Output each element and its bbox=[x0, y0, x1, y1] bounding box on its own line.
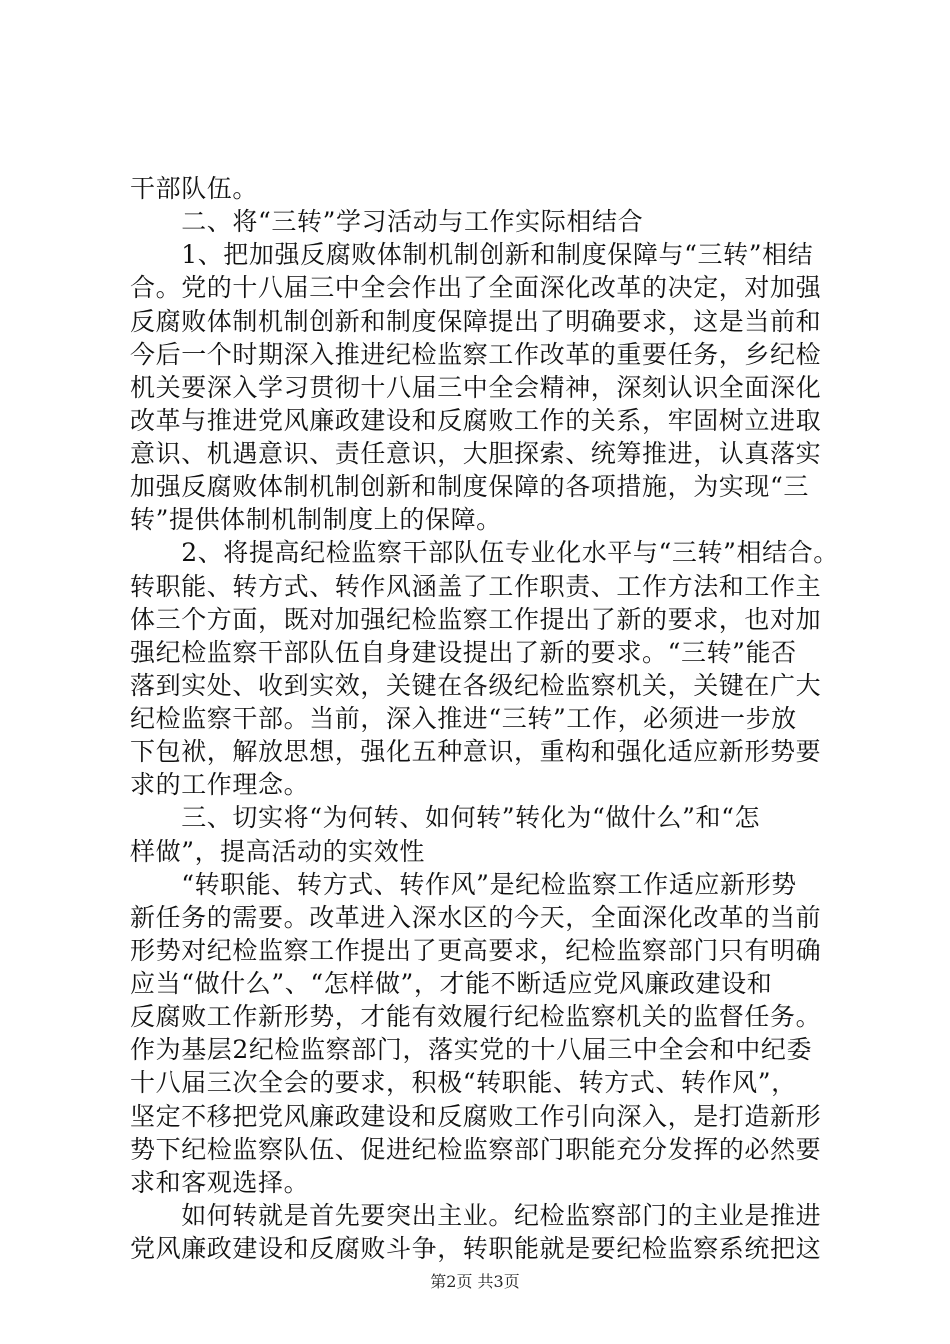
section-heading: 二、将“三转”学习活动与工作实际相结合 bbox=[130, 207, 644, 237]
text-line: 转”提供体制机制制度上的保障。 bbox=[130, 505, 502, 535]
text-line: 干部队伍。 bbox=[130, 174, 259, 203]
text-line: 机关要深入学习贯彻十八届三中全会精神，深刻认识全面深化 bbox=[130, 372, 822, 402]
section-heading: 三、切实将“为何转、如何转”转化为“做什么”和“怎 bbox=[130, 803, 761, 833]
text-line: 强纪检监察干部队伍自身建设提出了新的要求。“三转”能否 bbox=[130, 637, 797, 667]
section-heading: 样做”，提高活动的实效性 bbox=[130, 836, 425, 866]
text-line: 改革与推进党风廉政建设和反腐败工作的关系，牢固树立进取 bbox=[130, 405, 822, 435]
page-number-footer: 第2页 共3页 bbox=[430, 1272, 520, 1291]
text-line: 纪检监察干部。当前，深入推进“三转”工作，必须进一步放 bbox=[130, 704, 797, 733]
text-line: 意识、机遇意识、责任意识，大胆探索、统筹推进，认真落实 bbox=[130, 439, 822, 468]
text-line: 求和客观选择。 bbox=[130, 1167, 310, 1197]
text-line: 今后一个时期深入推进纪检监察工作改革的重要任务，乡纪检 bbox=[130, 339, 822, 369]
text-line: “转职能、转方式、转作风”是纪检监察工作适应新形势 bbox=[130, 869, 797, 899]
text-line: 作为基层2纪检监察部门，落实党的十八届三中全会和中纪委 bbox=[130, 1035, 813, 1065]
text-line: 反腐败工作新形势，才能有效履行纪检监察机关的监督任务。 bbox=[130, 1002, 822, 1032]
text-line: 党风廉政建设和反腐败斗争，转职能就是要纪检监察系统把这 bbox=[130, 1234, 822, 1263]
text-line: 如何转就是首先要突出主业。纪检监察部门的主业是推进 bbox=[130, 1200, 822, 1230]
text-line: 加强反腐败体制机制创新和制度保障的各项措施，为实现“三 bbox=[130, 472, 809, 502]
text-line: 体三个方面，既对加强纪检监察工作提出了新的要求，也对加 bbox=[130, 604, 822, 634]
text-line: 应当“做什么”、“怎样做”，才能不断适应党风廉政建设和 bbox=[130, 969, 773, 998]
text-line: 十八届三次全会的要求，积极“转职能、转方式、转作风”， bbox=[130, 1068, 797, 1098]
text-line: 反腐败体制机制创新和制度保障提出了明确要求，这是当前和 bbox=[130, 306, 822, 336]
text-line: 落到实处、收到实效，关键在各级纪检监察机关，关键在广大 bbox=[130, 670, 822, 700]
text-line: 坚定不移把党风廉政建设和反腐败工作引向深入，是打造新形 bbox=[130, 1101, 822, 1131]
text-line: 合。党的十八届三中全会作出了全面深化改革的决定，对加强 bbox=[130, 273, 822, 303]
text-line: 势下纪检监察队伍、促进纪检监察部门职能充分发挥的必然要 bbox=[130, 1134, 822, 1164]
text-line: 转职能、转方式、转作风涵盖了工作职责、工作方法和工作主 bbox=[130, 571, 822, 601]
text-line: 求的工作理念。 bbox=[130, 770, 310, 800]
text-line: 2、将提高纪检监察干部队伍专业化水平与“三转”相结合。 bbox=[130, 538, 839, 568]
text-line: 形势对纪检监察工作提出了更高要求，纪检监察部门只有明确 bbox=[130, 935, 822, 965]
text-line: 1、把加强反腐败体制机制创新和制度保障与“三转”相结 bbox=[130, 240, 814, 270]
text-line: 下包袱，解放思想，强化五种意识，重构和强化适应新形势要 bbox=[130, 737, 822, 767]
text-line: 新任务的需要。改革进入深水区的今天，全面深化改革的当前 bbox=[130, 902, 822, 932]
